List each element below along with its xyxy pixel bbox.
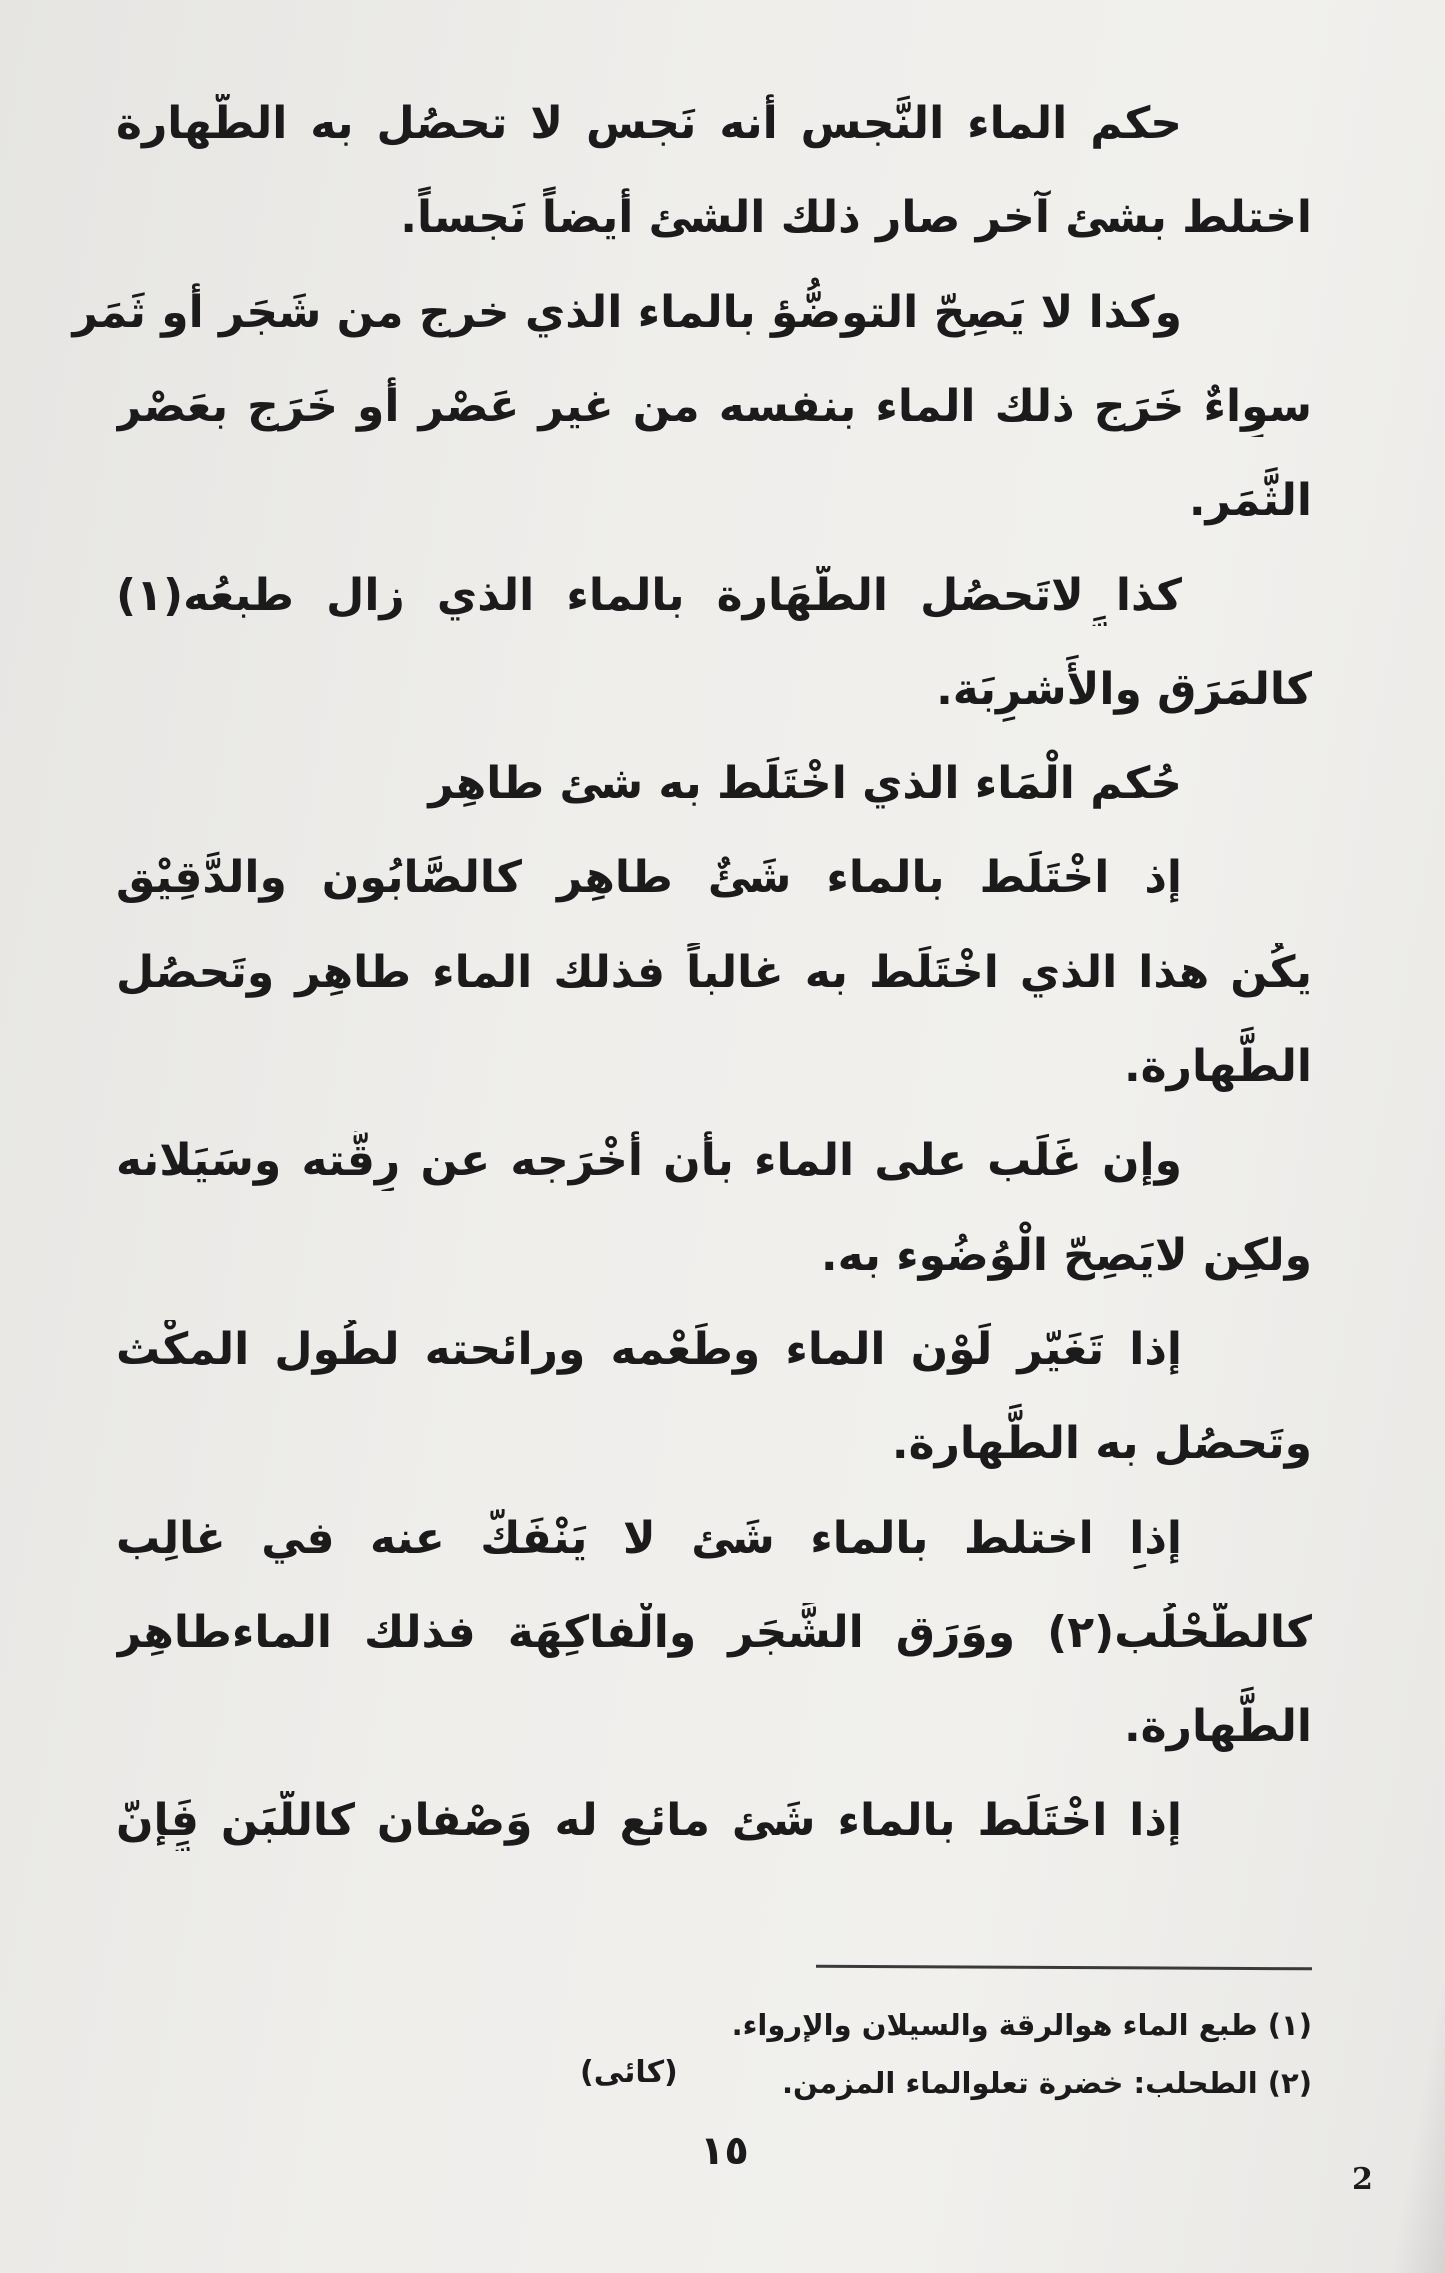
text-line: حكم الماء النَّجس أنه نَجس لا تحصُل به الطَّهارة [116, 98, 1182, 149]
text-line: اختلط بشئ آخر صار ذلك الشئ أيضاً نَجساً. [400, 192, 1312, 244]
signature-note: (كائى) [580, 2055, 678, 2090]
text-line: كالطُّحْلُب(٢) ووَرَق الشَّجَر والْفاكِهَة فذلك الماءطاهِر [116, 1606, 1312, 1658]
text-line: حُكم الْمَاء الذي اخْتَلَط به شئ طاهِر [428, 758, 1182, 810]
text-line: وكذا لا يَصِحّ التوضُّؤ بالماء الذي خرج من شَجَر أو ثَمَر [72, 286, 1182, 338]
footnote-1: (١) طبع الماء هوالرقة والسيلان والإرواء. [731, 2008, 1312, 2042]
text-line: كالمَرَق والأَشرِبَة. [936, 663, 1312, 715]
text-line: سواءٌ خَرَج ذلك الماء بنفسه من غير عَصْر أو خَرَج بعَصْر [116, 380, 1312, 432]
text-line: وإن غَلَب على الماء بأن أَخْرَجه عن رِقَّته وسَيَلانه [116, 1135, 1182, 1187]
text-line: الثَّمَر. [1188, 475, 1312, 527]
text-line: كذا لاتَحصُل الطَّهَارة بالماء الذي زال طبعُه(١) [116, 569, 1182, 621]
text-line: إذ اخْتَلَط بالماء شَئٌ طاهِر كالصَّابُون والدَّقِيْق [116, 852, 1182, 904]
text-line: الطَّهارة. [1123, 1701, 1312, 1753]
footnote-2: (٢) الطحلب: خضرة تعلوالماء المزمن. [781, 2066, 1312, 2100]
text-line: إذا تَغَيّر لَوْن الماء وطَعْمه ورائحته لطُول المكْث [116, 1323, 1182, 1375]
page-number: ١٥ [700, 2128, 749, 2174]
scan-number: 2 [1352, 2162, 1373, 2197]
text-line: يكُن هذا الذي اخْتَلَط به غالباً فذلك الماء طاهِر وتَحصُل [116, 946, 1312, 998]
text-line: وتَحصُل به الطَّهارة. [891, 1418, 1312, 1470]
text-line: ولكِن لايَصِحّ الْوُضُوء به. [820, 1229, 1312, 1281]
footnote-separator [816, 1965, 1312, 1971]
text-line: الطَّهارة. [1123, 1041, 1312, 1092]
text-line: إذا اخْتَلَط بالماء شَئ مائع له وَصْفان كاللَّبَن فَإنّ [116, 1795, 1182, 1847]
text-line: إذا اختلط بالماء شَئ لا يَنْفَكّ عنه في غالِب [116, 1512, 1182, 1564]
